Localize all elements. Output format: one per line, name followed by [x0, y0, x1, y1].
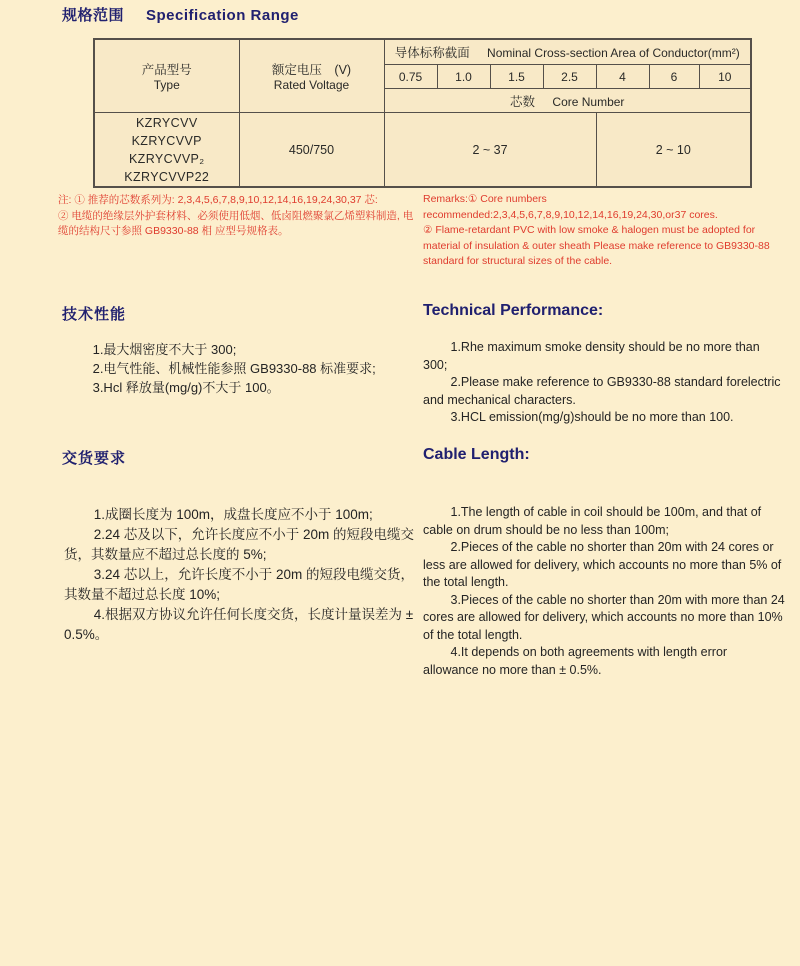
- page-title-en: Specification Range: [146, 7, 299, 24]
- technical-heading-zh: 技术性能: [62, 306, 127, 323]
- technical-item: 1.Rhe maximum smoke density should be no more than 300;: [423, 340, 760, 372]
- size-cell: 1.0: [437, 65, 490, 89]
- type-name: KZRYCVVP₂: [128, 151, 205, 166]
- remarks-zh-line2: ② 电缆的绝缘层外护套材料、必须使用低烟、低卤阻燃聚氯乙烯塑料制造, 电缆的结构尺寸参照 GB9330-88 相 应型号规格表。: [58, 209, 414, 237]
- technical-list-en: [423, 339, 785, 427]
- technical-item: 2.Please make reference to GB9330-88 standard forelectric and mechanical characters.: [423, 375, 781, 407]
- type-header-en: Type: [153, 78, 180, 92]
- core-range-small-cell: 2 ~ 37: [384, 113, 596, 188]
- voltage-header-zh: 额定电压 (V): [271, 63, 352, 77]
- size-cell: 6: [649, 65, 699, 89]
- conductor-header-zh: 导体标称截面: [394, 46, 470, 60]
- delivery-heading-en: Cable Length:: [423, 446, 530, 463]
- technical-item: 3.HCL emission(mg/g)should be no more than 100.: [450, 410, 734, 424]
- technical-list-zh: [64, 340, 414, 397]
- conductor-header-cell: [384, 39, 751, 65]
- delivery-heading-zh: 交货要求: [62, 450, 127, 467]
- delivery-item: 3.24 芯以上，允许长度不小于 20m 的短段电缆交货，其数量不超过总长度 10%;: [64, 567, 414, 602]
- delivery-item: 4.根据双方协议允许任何长度交货，长度计量误差为 ± 0.5%。: [64, 607, 414, 642]
- size-cell: 4: [596, 65, 649, 89]
- type-list-cell: [94, 113, 239, 188]
- type-name: KZRYCVV: [135, 115, 198, 130]
- type-header-zh: 产品型号: [141, 63, 192, 77]
- core-range-large-cell: 2 ~ 10: [596, 113, 751, 188]
- size-cell: 0.75: [384, 65, 437, 89]
- size-cell: 2.5: [543, 65, 596, 89]
- delivery-item: 1.成圈长度为 100m，成盘长度应不小于 100m;: [93, 507, 373, 522]
- delivery-item: 3.Pieces of the cable no shorter than 20m with more than 24 cores are allowed for delivery, which accounts no more than 10% of the total length.: [423, 592, 785, 642]
- type-name: KZRYCVVP: [131, 133, 202, 148]
- delivery-item: 2.Pieces of the cable no shorter than 20m with 24 cores or less are allowed for delivery, which accounts no more than 5% of the total length.: [423, 540, 782, 589]
- remarks-en-line1: Remarks:① Core numbers recommended:2,3,4,5,6,7,8,9,10,12,14,16,19,24,30,or37 cores.: [423, 193, 718, 221]
- delivery-item: 4.It depends on both agreements with length error allowance no more than ± 0.5%.: [423, 645, 728, 677]
- technical-item: 2.电气性能、机械性能参照 GB9330-88 标准要求;: [92, 361, 376, 376]
- delivery-list-en: [423, 504, 786, 679]
- technical-item: 1.最大烟密度不大于 300;: [92, 342, 237, 357]
- specification-table: [93, 38, 752, 188]
- core-header-en: Core Number: [552, 94, 625, 109]
- page-title: [62, 4, 299, 25]
- remarks-zh-line1: 注: ① 推荐的芯数系列为: 2,3,4,5,6,7,8,9,10,12,14,16,19,24,30,37 芯:: [58, 194, 378, 206]
- core-number-header-cell: [384, 89, 751, 113]
- size-cell: 10: [699, 65, 751, 89]
- remarks-en-line2: ② Flame-retardant PVC with low smoke & halogen must be adopted for material of insulation & outer sheath Please make reference to GB9330-88 standard for structural sizes of the cable.: [423, 224, 770, 267]
- remarks-zh: [58, 193, 416, 240]
- page-title-zh: 规格范围: [62, 7, 125, 24]
- size-cell: 1.5: [490, 65, 543, 89]
- type-name: KZRYCVVP22: [124, 169, 210, 184]
- core-header-zh: 芯数: [510, 94, 536, 109]
- rated-voltage-cell: 450/750: [239, 113, 384, 188]
- delivery-item: 2.24 芯及以下，允许长度应不小于 20m 的短段电缆交货，其数量应不超过总长度的 5%;: [64, 527, 414, 562]
- delivery-list-zh: [64, 505, 415, 645]
- remarks-en: [423, 192, 780, 270]
- voltage-header-en: Rated Voltage: [273, 78, 350, 92]
- technical-item: 3.Hcl 释放量(mg/g)不大于 100。: [92, 380, 280, 395]
- technical-heading-en: Technical Performance:: [423, 302, 604, 319]
- type-header-cell: [94, 39, 239, 113]
- delivery-item: 1.The length of cable in coil should be 100m, and that of cable on drum should be no less than 100m;: [423, 505, 762, 537]
- conductor-header-en: Nominal Cross-section Area of Conductor(mm²): [487, 46, 740, 60]
- voltage-header-cell: [239, 39, 384, 113]
